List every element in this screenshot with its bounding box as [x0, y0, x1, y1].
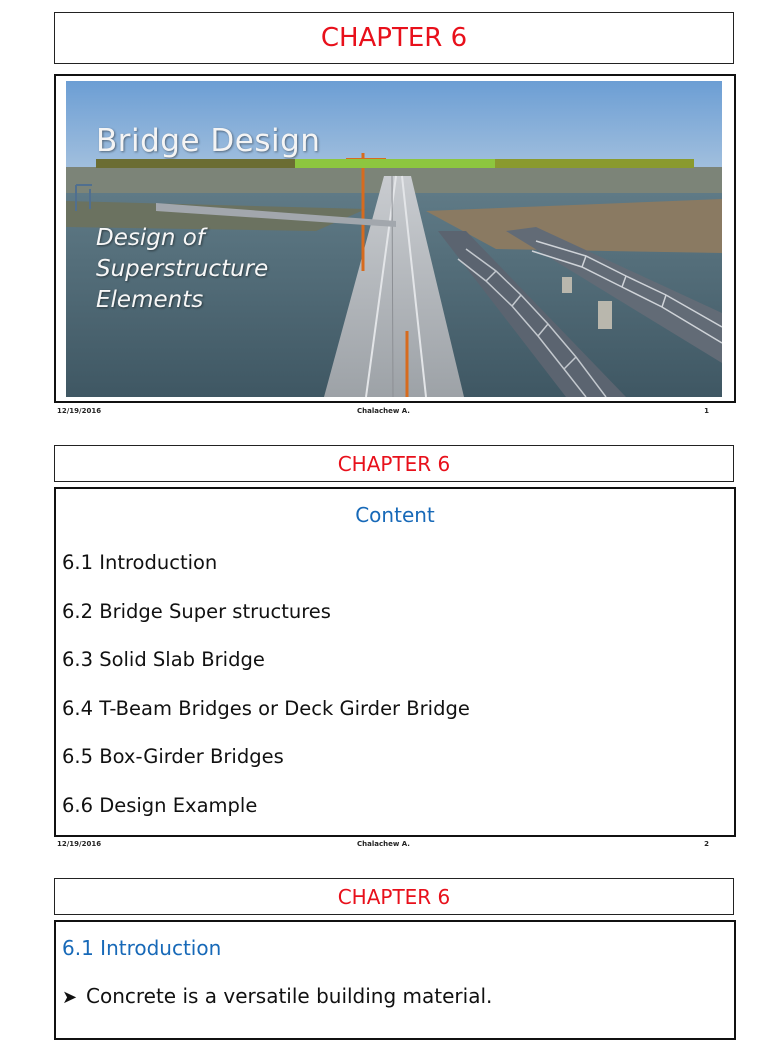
- chapter-title: CHAPTER 6: [337, 451, 451, 476]
- chapter-title: CHAPTER 6: [320, 23, 468, 53]
- toc-item: 6.1 Introduction: [62, 551, 218, 574]
- slide-2-body: [54, 487, 736, 837]
- toc-item: 6.2 Bridge Super structures: [62, 599, 331, 623]
- toc-item: 6.3 Solid Slab Bridge: [62, 648, 265, 671]
- footer-page-number: 2: [704, 840, 709, 848]
- footer-date: 12/19/2016: [57, 840, 102, 848]
- footer-author: Chalachew A.: [357, 407, 410, 415]
- banner-subtitle-line-2: Superstructure: [96, 256, 269, 282]
- slide-2-title: [54, 445, 734, 482]
- banner-subtitle: [96, 223, 268, 316]
- bullet-item: [62, 984, 492, 1008]
- slide-1-title: [54, 12, 734, 64]
- content-heading: Content: [355, 503, 435, 527]
- toc-item: 6.4 T-Beam Bridges or Deck Girder Bridge: [62, 696, 470, 720]
- slide-1-footer: [57, 407, 709, 419]
- slide-3-body: [54, 920, 736, 1040]
- arrow-bullet-icon: ➤: [62, 987, 78, 1008]
- bridge-banner-image: [66, 81, 722, 397]
- slide-1-body: [54, 74, 736, 403]
- banner-bar-segment-2: [295, 159, 494, 168]
- bullet-text: Concrete is a versatile building material.: [86, 984, 493, 1008]
- slide-3-title: [54, 878, 734, 915]
- footer-page-number: 1: [704, 407, 709, 415]
- intro-heading: 6.1 Introduction: [62, 936, 222, 960]
- toc-item: 6.6 Design Example: [62, 793, 258, 817]
- chapter-title: CHAPTER 6: [337, 884, 451, 909]
- banner-subtitle-line-1: Design of: [96, 225, 205, 251]
- banner-color-bar: [96, 159, 694, 168]
- banner-bar-segment-3: [495, 159, 694, 168]
- footer-date: 12/19/2016: [57, 407, 102, 415]
- toc-item: 6.5 Box-Girder Bridges: [62, 745, 284, 768]
- banner-bar-segment-1: [96, 159, 295, 168]
- table-of-contents: [62, 549, 470, 840]
- banner-subtitle-line-3: Elements: [96, 287, 204, 313]
- banner-title: Bridge Design: [96, 123, 321, 159]
- slide-2-footer: [57, 840, 709, 852]
- footer-author: Chalachew A.: [357, 840, 410, 848]
